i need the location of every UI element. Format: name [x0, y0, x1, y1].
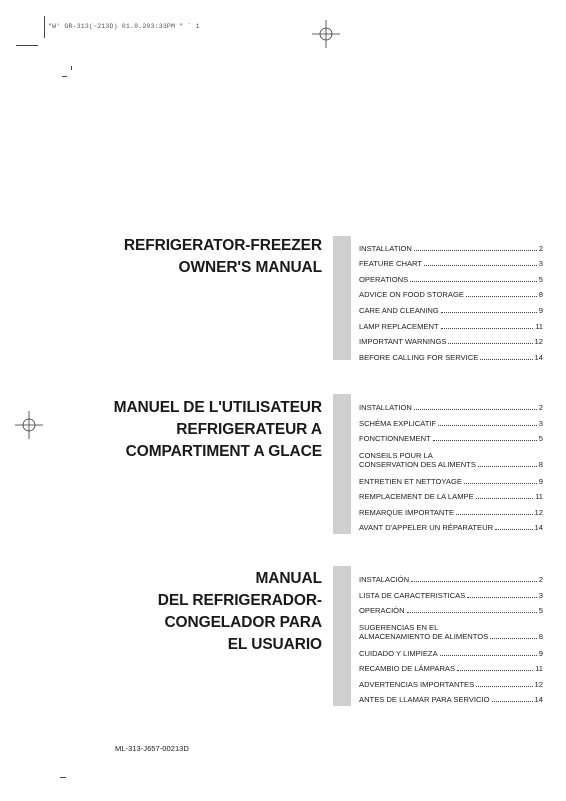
toc-entry[interactable]: RECAMBIO DE LÁMPARAS 11: [359, 658, 543, 674]
toc-page-number: 11: [535, 321, 543, 331]
toc-page-number: 3: [538, 590, 543, 600]
toc-page-number: 14: [534, 352, 543, 362]
toc-page-number: 2: [538, 243, 543, 253]
toc-entry[interactable]: CONSEILS POUR LA CONSERVATION DES ALIMENTS 8: [359, 450, 543, 469]
toc-entry[interactable]: ADVERTENCIAS IMPORTANTES 12: [359, 673, 543, 689]
toc-page-number: 11: [535, 664, 543, 674]
spanish-title: [158, 568, 322, 656]
toc-page-number: 8: [538, 459, 543, 469]
title-line: COMPARTIMENT A GLACE: [125, 443, 322, 460]
toc-page-number: 12: [534, 507, 543, 517]
toc-bar-french: [333, 394, 351, 534]
document-code: ML-313-J657-00213D: [115, 744, 189, 753]
toc-spanish: [359, 569, 543, 704]
toc-entry[interactable]: CUIDADO Y LIMPIEZA 9: [359, 641, 543, 658]
toc-entry[interactable]: SUGERENCIAS EN EL ALMACENAMIENTO DE ALIMENTOS 8: [359, 622, 543, 641]
toc-page-number: 8: [538, 290, 543, 300]
toc-page-number: 2: [538, 403, 543, 413]
crop-mark-top-left-horizontal: [16, 45, 38, 46]
toc-entry[interactable]: FEATURE CHART 3: [359, 253, 543, 269]
toc-bar-spanish: [333, 566, 351, 706]
toc-entry[interactable]: LISTA DE CARACTERISTICAS 3: [359, 584, 543, 599]
title-line: REFRIGERATEUR A: [176, 421, 322, 438]
title-line: REFRIGERATOR-FREEZER: [123, 237, 322, 254]
toc-entry[interactable]: AVANT D'APPELER UN RÉPARATEUR 14: [359, 517, 543, 533]
toc-page-number: 8: [538, 631, 543, 641]
toc-entry[interactable]: INSTALACIÓN 2: [359, 569, 543, 584]
print-header: "W' GR-313(~213D) 01.8.203:33PM " ` 1: [48, 23, 200, 30]
toc-page-number: 2: [538, 575, 543, 585]
toc-page-number: 9: [538, 305, 543, 315]
toc-page-number: 5: [538, 605, 543, 615]
toc-entry[interactable]: SCHÉMA EXPLICATIF 3: [359, 412, 543, 427]
toc-entry[interactable]: LAMP REPLACEMENT 11: [359, 315, 543, 331]
toc-page-number: 9: [538, 476, 543, 486]
toc-page-number: 12: [534, 337, 543, 347]
toc-entry[interactable]: OPERATIONS 5: [359, 268, 543, 284]
title-line: DEL REFRIGERADOR-: [157, 592, 322, 609]
toc-page-number: 5: [538, 433, 543, 443]
title-line: MANUAL: [255, 570, 322, 587]
toc-entry[interactable]: REMARQUE IMPORTANTE 12: [359, 501, 543, 517]
toc-entry[interactable]: INSTALLATION 2: [359, 237, 543, 253]
toc-page-number: 5: [538, 274, 543, 284]
toc-bar-english: [333, 236, 351, 360]
toc-entry[interactable]: BEFORE CALLING FOR SERVICE 14: [359, 346, 543, 362]
toc-entry[interactable]: FONCTIONNEMENT 5: [359, 428, 543, 443]
toc-entry[interactable]: OPERACIÓN 5: [359, 600, 543, 615]
toc-page-number: 3: [538, 259, 543, 269]
toc-page-number: 14: [534, 695, 543, 705]
crop-mark-tick: [71, 66, 72, 70]
toc-entry[interactable]: ENTRETIEN ET NETTOYAGE 9: [359, 469, 543, 486]
title-line: OWNER'S MANUAL: [178, 259, 322, 276]
toc-french: [359, 397, 543, 532]
french-title: [114, 397, 322, 463]
toc-page-number: 14: [534, 523, 543, 533]
english-title: [124, 235, 322, 279]
crop-mark-small-top: [62, 76, 67, 77]
title-line: CONGELADOR PARA: [164, 614, 322, 631]
toc-entry[interactable]: ANTES DE LLAMAR PARA SERVICIO 14: [359, 689, 543, 705]
toc-entry[interactable]: IMPORTANT WARNINGS 12: [359, 331, 543, 347]
toc-entry[interactable]: REMPLACEMENT DE LA LAMPE 11: [359, 486, 543, 502]
title-line: MANUEL DE L'UTILISATEUR: [113, 399, 322, 416]
registration-mark-left-icon: [15, 411, 43, 439]
crop-mark-bottom-left: [60, 777, 66, 778]
toc-page-number: 3: [538, 418, 543, 428]
toc-entry[interactable]: ADVICE ON FOOD STORAGE 8: [359, 284, 543, 300]
toc-entry[interactable]: CARE AND CLEANING 9: [359, 299, 543, 315]
toc-page-number: 12: [534, 679, 543, 689]
toc-page-number: 11: [535, 492, 543, 502]
toc-page-number: 9: [538, 648, 543, 658]
title-line: EL USUARIO: [227, 636, 322, 653]
toc-entry[interactable]: INSTALLATION 2: [359, 397, 543, 412]
registration-mark-top-icon: [312, 20, 340, 48]
toc-english: [359, 237, 543, 362]
crop-mark-top-left-vertical: [44, 16, 45, 38]
